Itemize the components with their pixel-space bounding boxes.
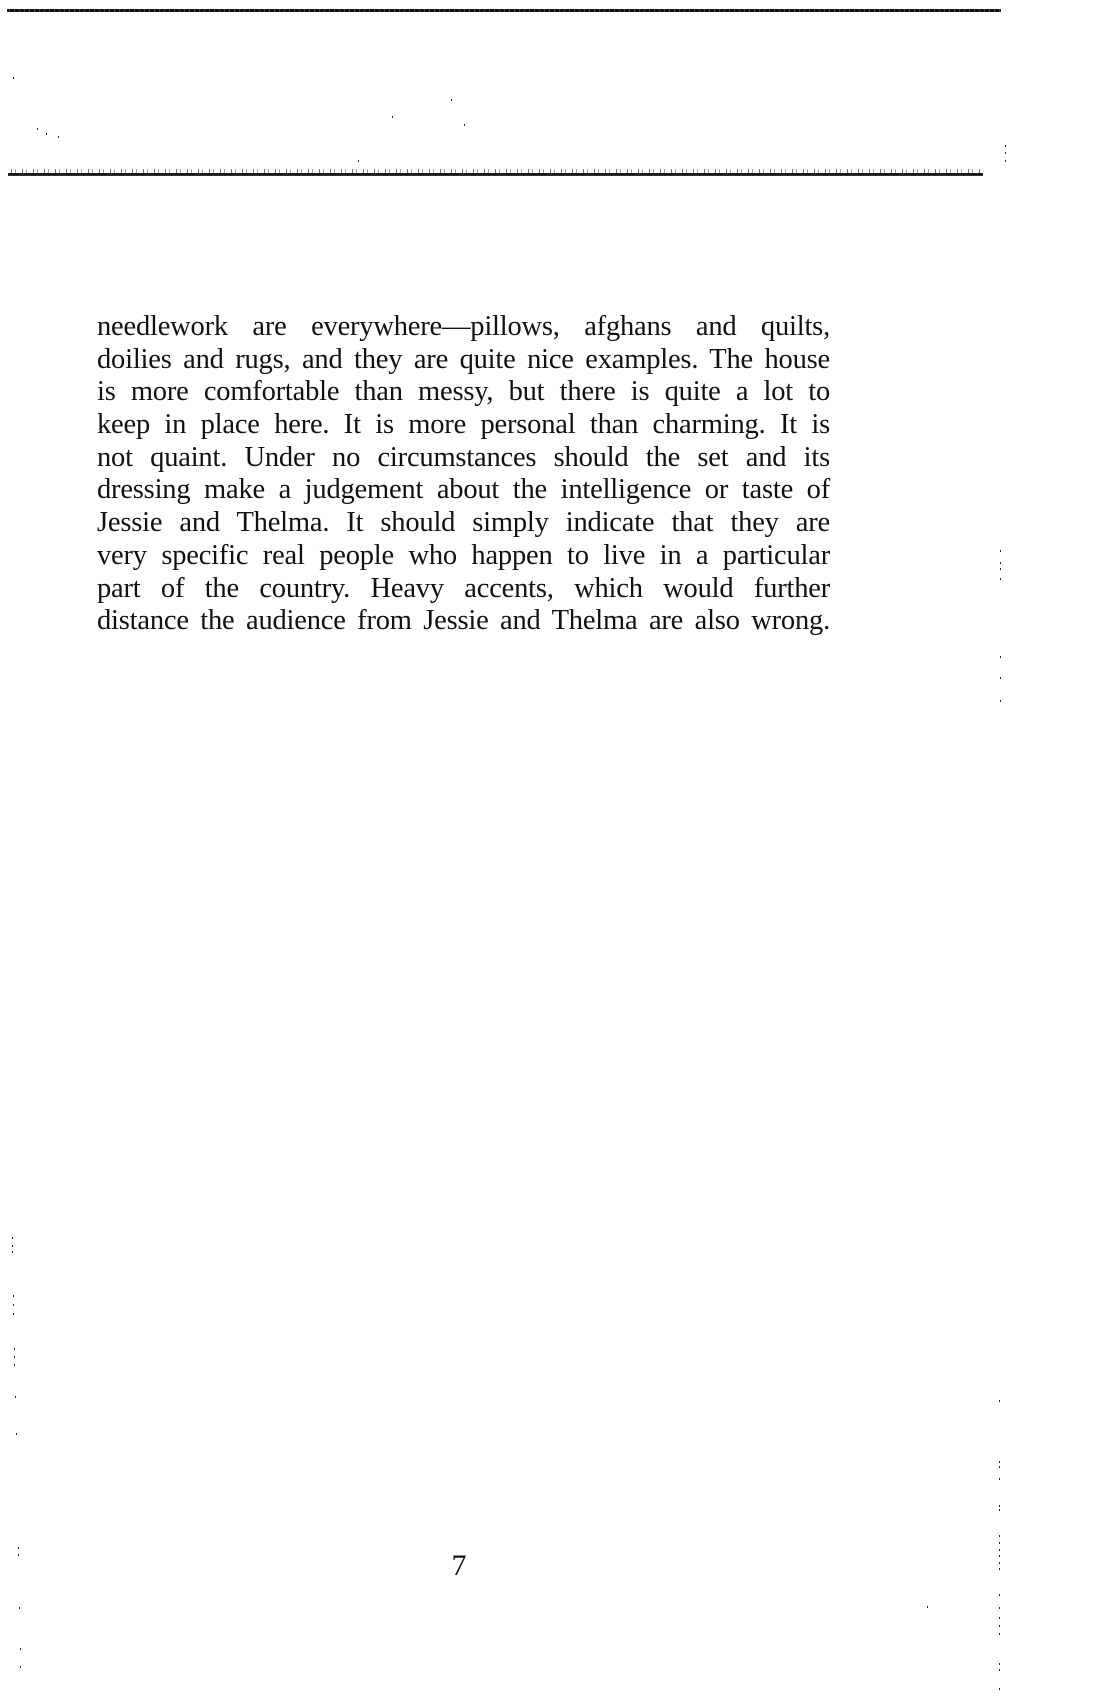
text-line: distance the audience from Jessie and Thelma are also wrong. [97, 605, 830, 637]
scan-speck [999, 1505, 1000, 1507]
scan-speck [451, 99, 452, 101]
scan-speck [1000, 677, 1001, 679]
text-line: not quaint. Under no circumstances should the set and its [97, 441, 830, 473]
scan-speck [999, 1607, 1000, 1609]
scan-speck [13, 77, 14, 79]
scan-speck [18, 1554, 19, 1556]
scan-speck [37, 128, 38, 130]
scan-speck [20, 1648, 21, 1650]
scan-speck [999, 1568, 1000, 1570]
scanned-header-rule [8, 169, 983, 176]
scan-speck [999, 1669, 1000, 1671]
text-line: needlework are everywhere—pillows, afghans and quilts, [97, 311, 830, 342]
scan-speck [999, 1461, 1000, 1463]
scan-speck [392, 116, 393, 118]
scan-speck [1000, 562, 1001, 564]
scan-speck [20, 1666, 21, 1668]
scan-speck [15, 1396, 16, 1398]
scan-speck [999, 1542, 1000, 1544]
scan-speck [1000, 656, 1001, 658]
scan-speck [999, 1688, 1000, 1690]
scan-speck [13, 1313, 14, 1315]
scan-speck [999, 1594, 1000, 1596]
scan-speck [14, 1364, 15, 1366]
scan-speck [999, 1535, 1000, 1537]
scan-speck [999, 1555, 1000, 1557]
scan-speck [12, 1237, 13, 1239]
text-line: part of the country. Heavy accents, which would further [97, 572, 830, 604]
scan-speck [999, 1633, 1000, 1635]
text-line: is more comfortable than messy, but there is quite a lot to [97, 376, 830, 408]
text-line: Jessie and Thelma. It should simply indicate that they are [97, 507, 830, 539]
scan-speck [1005, 152, 1006, 154]
scan-speck [1005, 145, 1006, 147]
scan-speck [1005, 160, 1006, 162]
scan-speck [999, 1466, 1000, 1468]
scan-speck [999, 1549, 1000, 1551]
scan-speck [1000, 700, 1001, 702]
text-line: dressing make a judgement about the intelligence or taste of [97, 474, 830, 506]
text-line: very specific real people who happen to live in a particular [97, 539, 830, 571]
text-line: keep in place here. It is more personal than charming. It is [97, 409, 830, 441]
scan-speck [999, 1625, 1000, 1627]
text-line: doilies and rugs, and they are quite nice examples. The house [97, 343, 830, 375]
scan-speck [999, 1509, 1000, 1511]
scan-speck [927, 1606, 928, 1608]
scan-speck [12, 1251, 13, 1253]
scan-speck [13, 1295, 14, 1297]
scan-speck [16, 1433, 17, 1435]
scan-speck [999, 1400, 1000, 1402]
scan-speck [999, 1663, 1000, 1665]
scan-speck [58, 136, 59, 138]
scan-speck [18, 1547, 19, 1549]
scan-speck [1000, 550, 1001, 552]
scan-speck [1000, 568, 1001, 570]
body-paragraph [97, 311, 830, 638]
top-border-rule [7, 9, 1001, 12]
scan-speck [13, 1304, 14, 1306]
scan-speck [19, 1607, 20, 1609]
scan-speck [999, 1478, 1000, 1480]
scan-speck [14, 1348, 15, 1350]
scan-speck [14, 1356, 15, 1358]
scan-speck [999, 1617, 1000, 1619]
scan-speck [999, 1562, 1000, 1564]
scan-speck [12, 1245, 13, 1247]
scan-speck [46, 133, 47, 135]
scan-speck [358, 160, 359, 162]
scan-speck [464, 124, 465, 126]
page-number: 7 [451, 1549, 467, 1582]
scan-speck [1000, 578, 1001, 580]
